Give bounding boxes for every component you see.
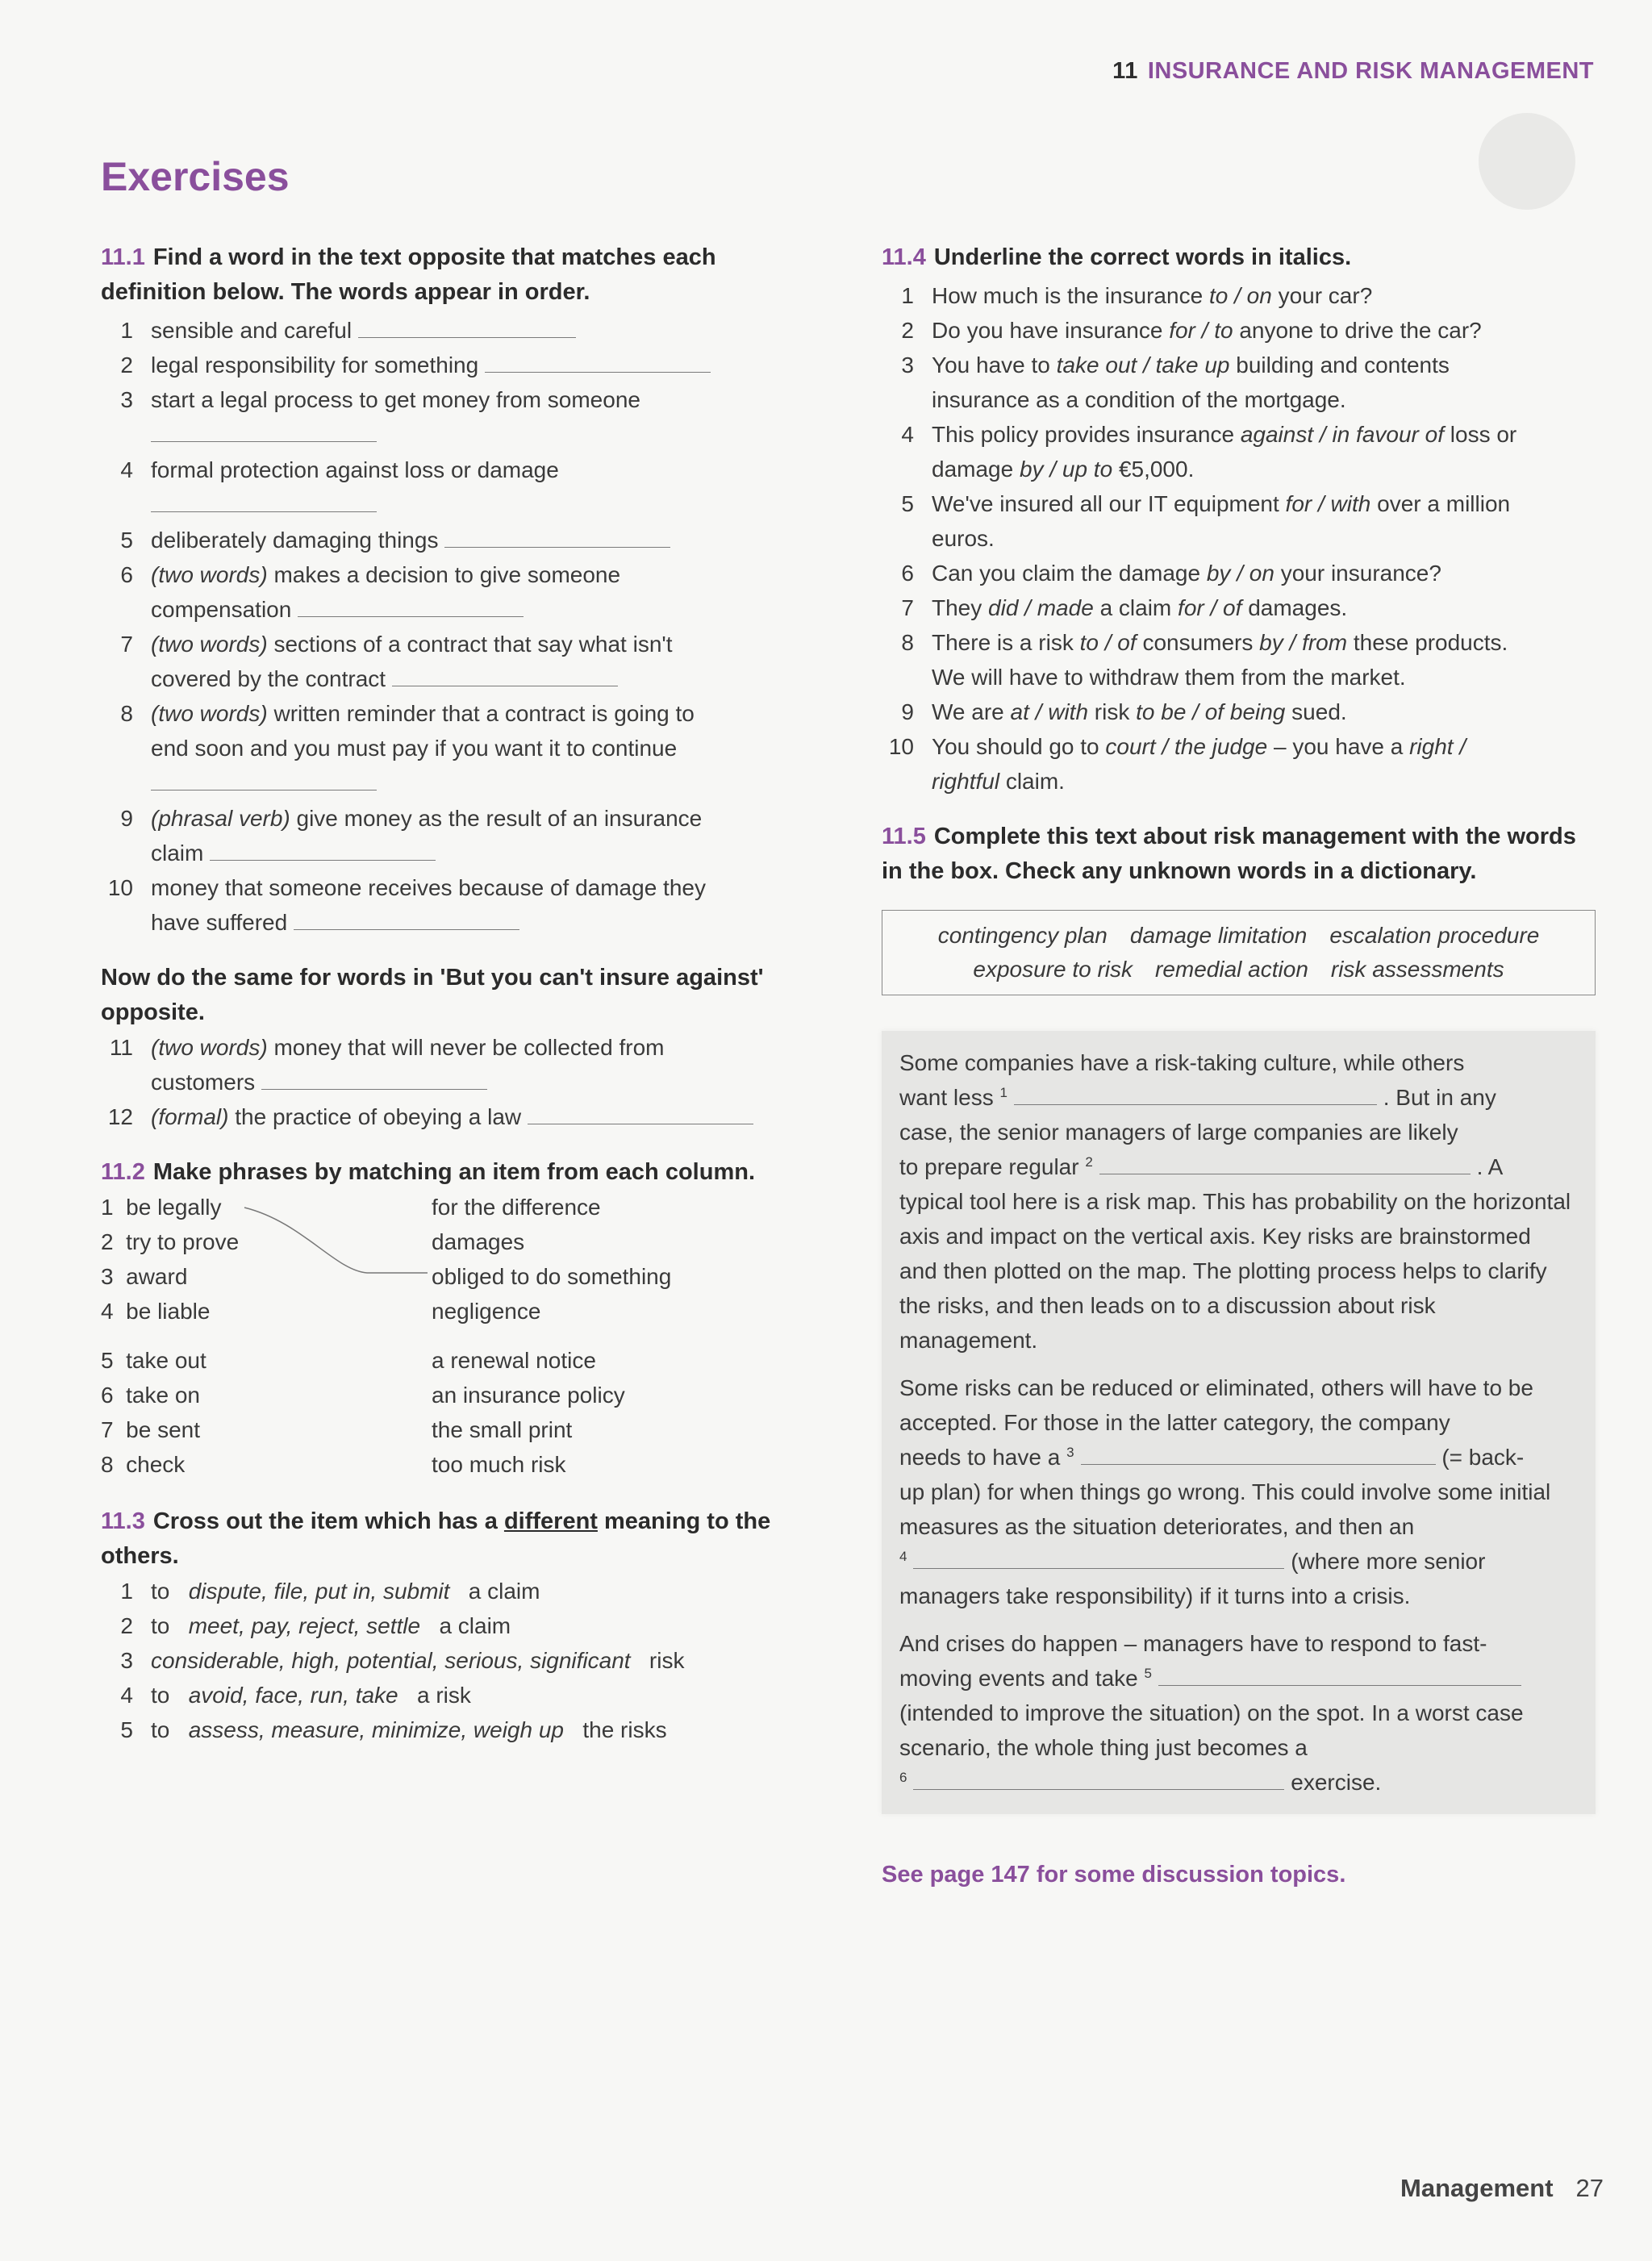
answer-blank[interactable]: [528, 1104, 753, 1124]
exercise-instruction: Make phrases by matching an item from each column.: [152, 1159, 755, 1185]
answer-blank[interactable]: [151, 765, 377, 791]
exercise-11-1-sub-heading: Now do the same for words in 'But you can't insure against' opposite.: [101, 965, 764, 1025]
match-right-item[interactable]: obliged to do something: [432, 1264, 672, 1289]
list-item: 2 legal responsibility for something: [101, 348, 819, 382]
list-item: 1 to dispute, file, put in, submit a claim: [120, 1579, 540, 1604]
list-item: 1 sensible and careful: [101, 313, 819, 348]
gap-blank[interactable]: [1081, 1445, 1436, 1465]
list-item: 8 There is a risk to / of consumers by / from these products. We will have to withdraw them from the market.: [901, 630, 1508, 690]
match-left-item[interactable]: 1 be legally: [101, 1195, 222, 1220]
answer-blank[interactable]: [294, 910, 519, 930]
list-item: 6 Can you claim the damage by / on your insurance?: [901, 561, 1441, 586]
gap-fill-paragraph: And crises do happen – managers have to respond to fast- moving events and take $^5$ (intended to improve the situation) on the spot. In a worst case scenario, the whole thing just becomes a $^6$ exercise.: [899, 1631, 1524, 1795]
exercise-11-5-heading: [882, 820, 1596, 889]
gap-fill-text: [882, 1031, 1596, 1814]
match-right-item[interactable]: negligence: [432, 1299, 541, 1324]
exercise-instruction: Complete this text about risk management with the words in the box. Check any unknown words in a dictionary.: [882, 824, 1576, 884]
match-left-item[interactable]: 4 be liable: [101, 1299, 211, 1324]
list-item: 10 money that someone receives because of damage they have suffered: [107, 875, 706, 935]
exercise-number: 11.1: [101, 244, 145, 270]
exercise-11-4-heading: [882, 240, 1596, 275]
match-left-item[interactable]: 6 take on: [101, 1383, 200, 1408]
answer-blank[interactable]: [151, 487, 377, 512]
word-box-item: exposure to risk: [973, 957, 1133, 982]
match-right-item[interactable]: a renewal notice: [432, 1348, 596, 1373]
list-item: 8 (two words) written reminder that a contract is going to end soon and you must pay if you want it to continue: [101, 696, 819, 791]
match-right-item[interactable]: damages: [432, 1229, 525, 1254]
page-number: 27: [1575, 2174, 1604, 2202]
word-box-item: remedial action: [1155, 957, 1308, 982]
list-item: 3 You have to take out / take up building and contents insurance as a condition of the mortgage.: [901, 352, 1450, 412]
word-box-item: risk assessments: [1330, 957, 1504, 982]
answer-blank[interactable]: [444, 528, 670, 548]
list-item: 5 to assess, measure, minimize, weigh up the risks: [120, 1717, 667, 1742]
answer-blank[interactable]: [261, 1070, 487, 1090]
gap-fill-paragraph: Some companies have a risk-taking culture, while others want less $^1$ . But in any case, the senior managers of large companies are likely to prepare regular $^2$ . A typical tool here is a risk map. This has probability on the horizontal axis and impact on the vertical axis. Key risks are brainstormed and then plotted on the map. The plotting process helps to clarify the risks, and then leads on to a discussion about risk management.: [899, 1050, 1571, 1353]
right-column: [882, 240, 1596, 1892]
match-right-item[interactable]: for the difference: [432, 1195, 601, 1220]
list-item: 6 (two words) makes a decision to give someone compensation: [120, 562, 621, 622]
exercise-number: 11.2: [101, 1159, 145, 1185]
exercise-number: 11.5: [882, 824, 926, 849]
match-left-item[interactable]: 5 take out: [101, 1348, 206, 1373]
list-item: 10 You should go to court / the judge – you have a right / rightful claim.: [888, 734, 1466, 794]
match-right-item[interactable]: an insurance policy: [432, 1383, 625, 1408]
discussion-reference: See page 147 for some discussion topics.: [882, 1862, 1346, 1888]
answer-blank[interactable]: [298, 597, 524, 617]
page-title: Exercises: [101, 154, 290, 199]
match-left-item[interactable]: 2 try to prove: [101, 1229, 240, 1254]
exercise-number: 11.4: [882, 244, 926, 270]
list-item: 4 formal protection against loss or damage: [101, 453, 819, 512]
list-item: 9 (phrasal verb) give money as the result of an insurance claim: [120, 806, 703, 866]
match-left-item[interactable]: 3 award: [101, 1264, 188, 1289]
match-left-item[interactable]: 8 check: [101, 1452, 186, 1477]
list-item: 11 (two words) money that will never be collected from customers: [109, 1035, 665, 1095]
left-column: [101, 240, 819, 1747]
page-footer: [1400, 2174, 1604, 2203]
gap-blank[interactable]: [913, 1549, 1284, 1569]
word-box: [882, 910, 1596, 995]
exercise-instruction: Find a word in the text opposite that matches each definition below. The words appear in order.: [101, 244, 716, 305]
answer-blank[interactable]: [358, 318, 576, 338]
list-item: 2 to meet, pay, reject, settle a claim: [120, 1613, 511, 1638]
list-item: 4 to avoid, face, run, take a risk: [120, 1683, 471, 1708]
answer-blank[interactable]: [392, 666, 618, 686]
exercise-11-2-heading: [101, 1155, 819, 1190]
gap-blank[interactable]: [1099, 1154, 1471, 1174]
exercise-instruction: Underline the correct words in italics.: [933, 244, 1352, 270]
exercise-11-1-heading: [101, 240, 819, 310]
list-item: 12 (formal) the practice of obeying a law: [101, 1099, 819, 1134]
list-item: 2 Do you have insurance for / to anyone to drive the car?: [901, 318, 1482, 343]
list-item: 7 (two words) sections of a contract that say what isn't covered by the contract: [120, 632, 673, 691]
match-right-item[interactable]: too much risk: [432, 1452, 566, 1477]
word-box-item: damage limitation: [1129, 923, 1308, 948]
list-item: 9 We are at / with risk to be / of being sued.: [901, 699, 1347, 724]
example-match-line: [101, 1190, 440, 1287]
list-item: 4 This policy provides insurance against / in favour of loss or damage by / up to €5,000.: [901, 422, 1517, 482]
unit-title: INSURANCE AND RISK MANAGEMENT: [1147, 58, 1594, 84]
list-item: 7 They did / made a claim for / of damages.: [901, 595, 1348, 620]
gap-blank[interactable]: [913, 1770, 1284, 1790]
matching-columns: [101, 1190, 819, 1496]
answer-blank[interactable]: [151, 417, 377, 442]
list-item: 3 start a legal process to get money from someone: [101, 382, 819, 442]
background-circle: [1479, 113, 1575, 210]
gap-fill-paragraph: Some risks can be reduced or eliminated, others will have to be accepted. For those in the latter category, the company needs to have a $^3$ (= back- up plan) for when things go wrong. This could involve some initial measures as the situation deteriorates, and then an $^4$ (where more senior managers take responsibility) if it turns into a crisis.: [899, 1375, 1551, 1608]
match-left-item[interactable]: 7 be sent: [101, 1417, 200, 1442]
list-item: 3 considerable, high, potential, serious, significant risk: [120, 1648, 685, 1673]
exercise-11-3-heading: 11.3 Cross out the item which has a different meaning to the others.: [101, 1508, 771, 1569]
list-item: 5 deliberately damaging things: [101, 523, 819, 557]
word-box-item: contingency plan: [937, 923, 1108, 948]
running-header: [1112, 58, 1594, 85]
exercise-number: 11.3: [101, 1508, 145, 1534]
gap-blank[interactable]: [1158, 1666, 1521, 1686]
word-box-item: escalation procedure: [1329, 923, 1540, 948]
unit-number: 11: [1112, 58, 1138, 84]
list-item: 1 How much is the insurance to / on your car?: [901, 283, 1373, 308]
footer-label: Management: [1400, 2174, 1554, 2202]
answer-blank[interactable]: [485, 352, 711, 373]
match-right-item[interactable]: the small print: [432, 1417, 573, 1442]
list-item: 5 We've insured all our IT equipment for / with over a million euros.: [901, 491, 1511, 551]
answer-blank[interactable]: [210, 841, 436, 861]
gap-blank[interactable]: [1014, 1085, 1377, 1105]
